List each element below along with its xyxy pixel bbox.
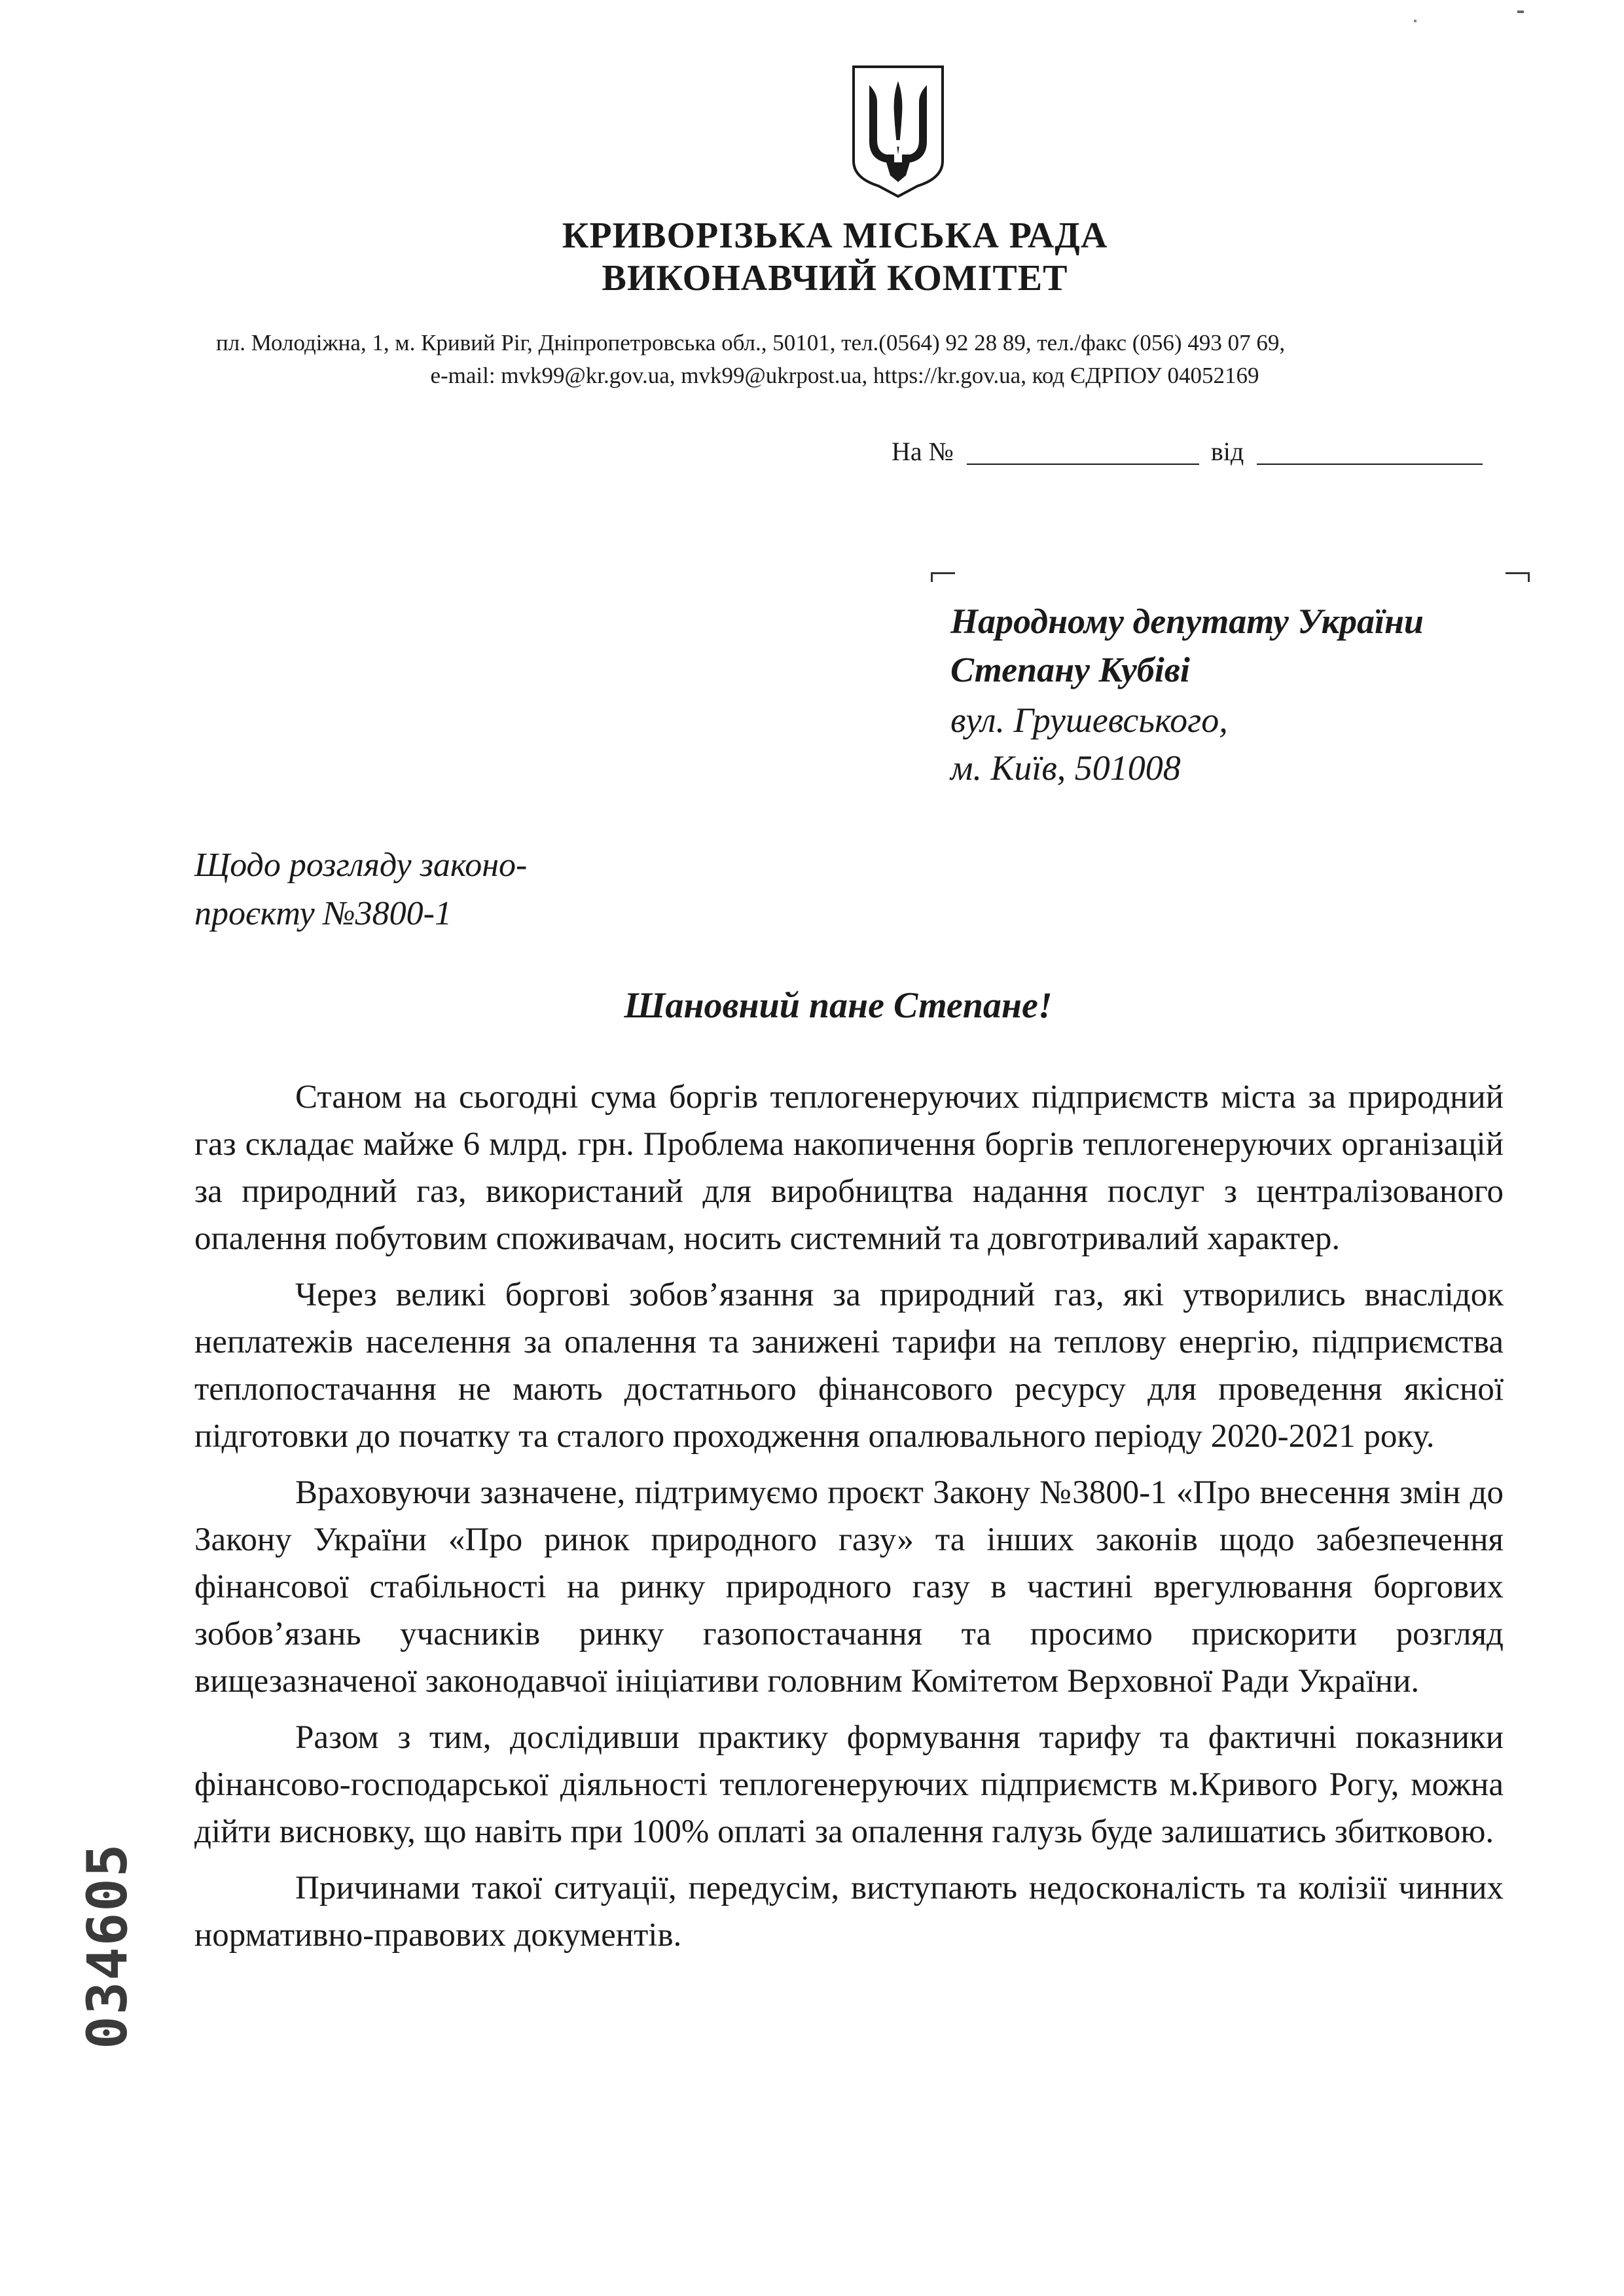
addressee-name: Степану Кубіві [950,650,1190,689]
registration-stamp-number: 034605 [75,1842,139,2049]
paragraph: Станом на сьогодні сума боргів теплогенеруючих підприємств міста за природний газ складає майже 6 млрд. грн. Проблема накопичення боргів теплогенеруючих організацій за природний газ, використаний для виробництва надання послуг з централізованого опалення побутовим споживачам, носить системний та довготривалий характер. [194,1079,1504,1257]
org-name-line1: КРИВОРІЗЬКА МІСЬКА РАДА [562,215,1108,256]
reference-line [892,437,1483,465]
trident-emblem-icon [850,63,947,200]
address-window-corner-right [1506,572,1530,582]
addressee-city: м. Київ, 501008 [950,748,1181,788]
reference-number-blank [967,437,1199,465]
paragraph: Через великі боргові зобов’язання за природний газ, які утворились внаслідок неплатежів населення за опалення та занижені тарифи на теплову енергію, підприємства теплопостачання не мають достатнього фінансового ресурсу для проведення якісної підготовки до початку та сталого проходження опалювального періоду 2020-2021 року. [194,1277,1504,1455]
subject-line2: проєкту №3800-1 [194,895,452,932]
subject-line1: Щодо розгляду законо- [194,847,528,884]
scan-mark [1414,20,1416,22]
scan-mark [1517,10,1524,13]
greeting: Шановний пане Степане! [624,985,1053,1026]
address-window-corner-left [931,572,955,582]
org-name-line2: ВИКОНАВЧИЙ КОМІТЕТ [602,258,1068,299]
paragraph: Разом з тим, дослідивши практику формування тарифу та фактичні показники фінансово-господарської діяльності теплогенеруючих підприємств м.Кривого Рогу, можна дійти висновку, що навіть при 100% оплаті за опалення галузь буде залишатись збитковою. [194,1719,1504,1850]
paragraph: Причинами такої ситуації, передусім, виступають недосконалість та колізії чинних нормативно-правових документів. [194,1870,1504,1954]
letter-body [194,1074,1504,1968]
address-line1: пл. Молодіжна, 1, м. Кривий Ріг, Дніпропетровська обл., 50101, тел.(0564) 92 28 89, тел./факс (056) 493 07 69, [216,330,1286,355]
address-line2: e-mail: mvk99@kr.gov.ua, mvk99@ukrpost.ua, https://kr.gov.ua, код ЄДРПОУ 04052169 [430,363,1259,388]
reference-number-label: На № [892,437,954,466]
reference-date-label: від [1210,437,1244,466]
reference-date-blank [1257,437,1483,465]
paragraph: Враховуючи зазначене, підтримуємо проєкт Закону №3800-1 «Про внесення змін до Закону України «Про ринок природного газу» та інших законів щодо забезпечення фінансової стабільності на ринку природного газу в частині врегулювання боргових зобов’язань учасників ринку газопостачання та просимо прискорити розгляд вищезазначеної законодавчої ініціативи головним Комітетом Верховної Ради України. [194,1474,1504,1700]
addressee-street: вул. Грушевського, [950,701,1228,740]
addressee-title: Народному депутату України [950,602,1424,641]
